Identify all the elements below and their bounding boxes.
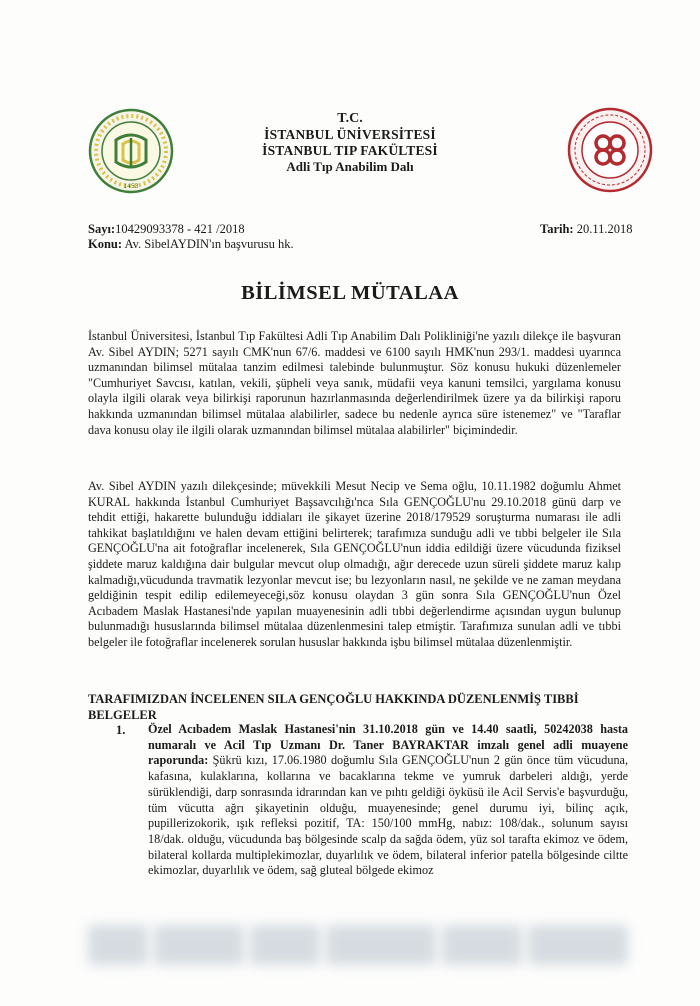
- subject-line: [88, 236, 294, 252]
- list-item: [148, 722, 628, 879]
- konu-label: Konu:: [88, 237, 123, 251]
- sayi-label: Sayı:: [88, 222, 116, 236]
- konu-value: Av. SibelAYDIN'ın başvurusu hk.: [122, 237, 294, 251]
- paragraph-request: Av. Sibel AYDIN yazılı dilekçesinde; müvekkili Mesut Necip ve Sema oğlu, 10.11.1982 doğumlu Ahmet KURAL hakkında İstanbul Cumhuriyet Başsavcılığı'nca Sıla GENÇOĞLU'nu 29.10.2018 günü darp ve tehdit ettiği, hakarette bulunduğu iddiaları ile şikayet üzerine 2018/179529 soruşturma numarası ile adli tahkikat başlatıldığını ve halen devam ettiğini belirterek; tarafımıza sunduğu adli ve tıbbi belgeler ile Sıla GENÇOĞLU'na ait fotoğraflar incelenerek, Sıla GENÇOĞLU'nun iddia edildiği üzere vücudunda fiziksel şiddete maruz kaldığına dair bulgular mevcut olup olmadığı, ağır derecede uzun süreli şiddete maruz kalıp kalmadığı,vücudunda travmatik lezyonlar mevcut ise; bu lezyonların nasıl, ne şekilde ve ne zaman meydana geldiğinin tespit edilip edilemeyeceği,söz konusu olaydan 3 gün sonra Sıla GENÇOĞLU'nun Özel Acıbadem Maslak Hastanesi'nde yapılan muayenesinin adli tıbbi değerlendirme açısından uygun bulunup bulunmadığı hususlarında bilimsel mütalaa düzenlenmesini talep etmiştir. Tarafımıza sunulan adli ve tıbbi belgeler ile fotoğraflar incelenerek sorulan hususlar hakkında işbu bilimsel mütalaa düzenlenmiştir.: [88, 479, 621, 649]
- heading-university: İSTANBUL ÜNİVERSİTESİ: [264, 127, 436, 142]
- redacted-block: [326, 925, 436, 965]
- redacted-block: [154, 925, 244, 965]
- redacted-area: [88, 905, 648, 985]
- heading-tc: T.C.: [337, 111, 363, 126]
- institution-heading: [0, 110, 700, 175]
- document-title: BİLİMSEL MÜTALAA: [241, 282, 459, 304]
- paragraph-intro: İstanbul Üniversitesi, İstanbul Tıp Fakültesi Adli Tıp Anabilim Dalı Polikliniği'ne yazılı dilekçe ile başvuran Av. Sibel AYDIN; 5271 sayılı CMK'nun 67/6. maddesi ve 6100 sayılı HMK'nun 293/1. maddesi uyarınca uzmanından bilimsel mütalaa tanzim edilmesi talebinde bulunmuştur. Söz konusu hukuki düzenlemeler "Cumhuriyet Savcısı, katılan, vekili, şüpheli veya sanık, müdafii veya kanuni temsilci, yargılama konusu olayla ilgili olarak veya bilirkişi raporunun hazırlanmasında değerlendirilmek üzere ya da bilirkişi raporu hakkında uzmanından bilimsel mütalaa alabilirler, sadece bu nedenle ayrıca süre istenemez" ve "Taraflar dava konusu olay ile ilgili olarak uzmanından bilimsel mütalaa alabilirler" biçimindedir.: [88, 329, 621, 437]
- reference-number: [88, 221, 245, 237]
- sayi-value: 10429093378 - 421 /2018: [115, 222, 245, 236]
- list-item-text: Şükrü kızı, 17.06.1980 doğumlu Sıla GENÇOĞLU'nun 2 gün önce tüm vücuduna, kafasına, kulaklarına, kollarına ve bacaklarına tekme ve yumruk darbeleri aldığı, yerde sürüklendiği, darp sonrasında idrarından kan ve pıhtı geldiği öyküsü ile Acil Servis'e başvurduğu, tüm vücutta ağrı şikayetinin olduğu, muayenesinde; genel durumu iyi, bilinç açık, pupillerizokorik, ışık refleksi pozitif, TA: 150/100 mmHg, nabız: 108/dak., solunum sayısı 18/dak. olduğu, vücudunda baş bölgesinde scalp da sağda ödem, yüz sol tarafta ekimoz ve ödem, bilateral kollarda multiplekimozlar, duyarlılık ve ödem, bilateral inferior patella bölgesinde ciltte ekimozlar, duyarlılık ve ödem, sağ gluteal bölgede ekimoz: [148, 753, 628, 878]
- list-item-number: 1.: [116, 723, 126, 737]
- svg-text:1453: 1453: [123, 183, 139, 190]
- tarih-value: 20.11.2018: [573, 222, 633, 236]
- section-heading: TARAFIMIZDAN İNCELENEN SILA GENÇOĞLU HAKKINDA DÜZENLENMİŞ TIBBİ BELGELER: [88, 692, 579, 722]
- document-date: [540, 221, 633, 237]
- redacted-block: [528, 925, 628, 965]
- redacted-block: [250, 925, 320, 965]
- redacted-block: [88, 925, 148, 965]
- list-item-bold-text: Özel Acıbadem Maslak Hastanesi'nin 31.10.2018 gün ve 14.40 saatli, 50242038 hasta numaralı ve Acil Tıp Uzmanı Dr. Taner BAYRAKTAR imzalı genel adli muayene raporunda:: [148, 722, 628, 768]
- heading-faculty: İSTANBUL TIP FAKÜLTESİ: [262, 143, 438, 158]
- redacted-block: [442, 925, 522, 965]
- tarih-label: Tarih:: [540, 222, 574, 236]
- heading-department: Adli Tıp Anabilim Dalı: [286, 159, 414, 174]
